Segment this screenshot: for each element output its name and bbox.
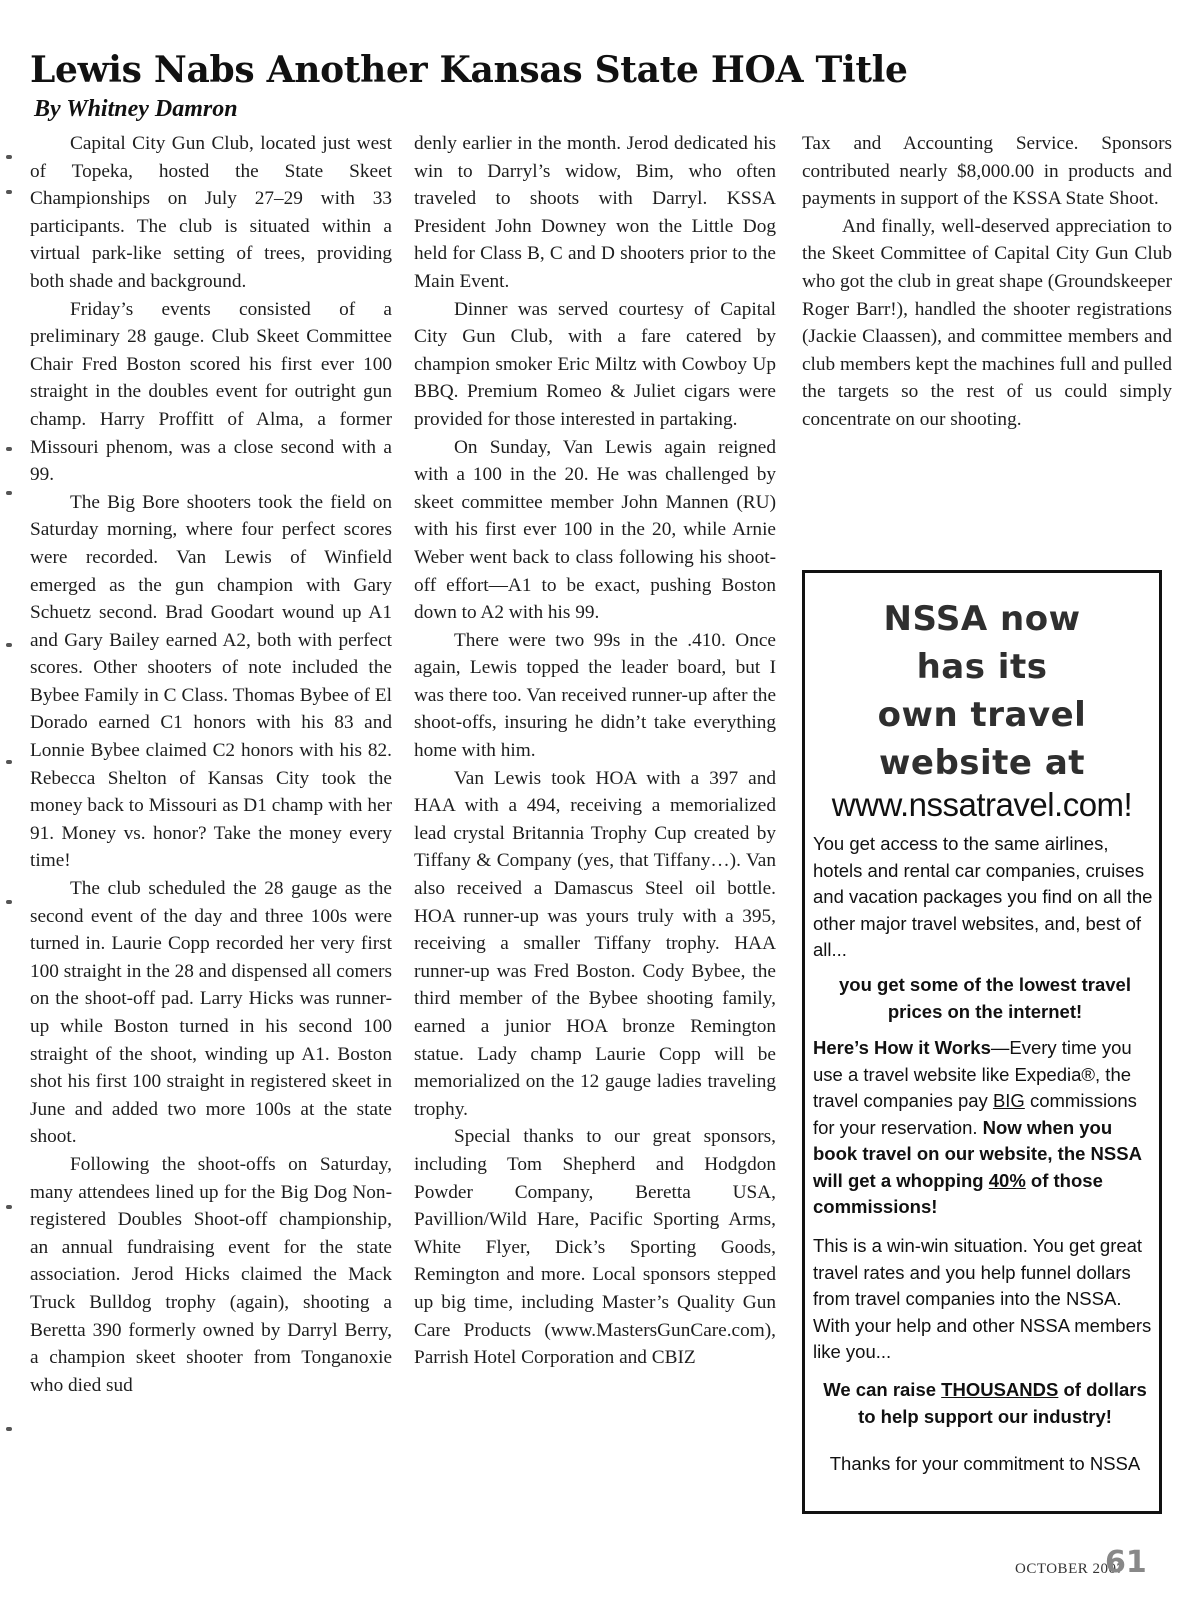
ad-text: We can raise (823, 1379, 942, 1400)
ad-text: BIG (992, 1090, 1025, 1111)
margin-speck (6, 447, 12, 451)
ad-callout (813, 1377, 1157, 1430)
margin-speck (6, 155, 12, 159)
paragraph: The club scheduled the 28 gauge as the second event of the day and three 100s were turned in. Laurie Copp recorded her very first 100 straight in the 28 and dispensed all comers on the shoot-off pad. Larry Hicks was runner-up while Boston turned in his second 100 straight of the shoot, winding up A1. Boston shot his first 100 straight in registered skeet in June and added two more 100s at the state shoot. (30, 878, 392, 1148)
ad-text: of dollars to help support our industry! (858, 1379, 1147, 1427)
paragraph: There were two 99s in the .410. Once again, Lewis topped the leader board, but I was there too. Van received runner-up after the shoot-offs, insuring he didn’t take everything home with him. (414, 629, 776, 762)
paragraph: denly earlier in the month. Jerod dedicated his win to Darryl’s widow, Bim, who often traveled to shoots with Darryl. KSSA President John Downey won the Little Dog held for Class B, C and D shooters prior to the Main Event. (414, 133, 776, 292)
margin-speck (6, 760, 12, 764)
margin-speck (6, 1205, 12, 1209)
ad-text: Now when you book travel on our website, the NSSA will get a whopping (813, 1116, 1142, 1191)
ad-text: commissions for your reservation. (813, 1090, 1137, 1138)
issue-date: OCTOBER 2007 (1015, 1561, 1125, 1577)
paragraph: Friday’s events consisted of a preliminary 28 gauge. Club Skeet Committee Chair Fred Boston scored his first ever 100 straight in the doubles event for outright gun champ. Harry Proffitt of Alma, a former Missouri phenom, was a close second with a 99. (30, 298, 392, 486)
ad-how-it-works (813, 1035, 1157, 1221)
ad-headline-line: NSSA now (883, 599, 1081, 639)
ad-headline-line: website at (878, 743, 1086, 783)
article-byline: By Whitney Damron (34, 96, 238, 122)
article-column-1 (30, 130, 392, 1399)
article-title: Lewis Nabs Another Kansas State HOA Title (30, 49, 908, 91)
ad-highlight: you get some of the lowest travel prices on the internet! (839, 974, 1131, 1022)
ad-url-link[interactable]: www.nssatravel.com! (831, 786, 1133, 823)
ad-lead: Here’s How it Works (813, 1037, 991, 1058)
margin-speck (6, 900, 12, 904)
paragraph: On Sunday, Van Lewis again reigned with a 100 in the 20. He was challenged by skeet committee member John Mannen (RU) with his first ever 100 in the 20, while Arnie Weber went back to class following his shoot-off effort—A1 to be exact, pushing Boston down to A2 with his 99. (414, 436, 776, 624)
paragraph: Tax and Accounting Service. Sponsors contributed nearly $8,000.00 in products and payments in support of the KSSA State Shoot. (802, 133, 1172, 210)
paragraph: The Big Bore shooters took the field on Saturday morning, where four perfect scores were recorded. Van Lewis of Winfield emerged as the gun champion with Gary Schuetz second. Brad Goodart wound up A1 and Gary Bailey earned A2, both with perfect scores. Other shooters of note included the Bybee Family in C Class. Thomas Bybee of El Dorado earned C1 honors with his 83 and Lonnie Bybee claimed C2 honors with his 82. Rebecca Shelton of Kansas City took the money back to Missouri as D1 champ with her 91. Money vs. honor? Take the money every time! (30, 491, 392, 872)
paragraph: Following the shoot-offs on Saturday, many attendees lined up for the Big Dog Non-registered Doubles Shoot-off championship, an annual fundraising event for the state association. Jerod Hicks claimed the Mack Truck Bulldog trophy (again), shooting a Beretta 390 formerly owned by Darryl Berry, a champion skeet shooter from Tonganoxie who died sud (30, 1153, 392, 1396)
ad-headline-line: has its (916, 647, 1048, 687)
margin-speck (6, 643, 12, 647)
ad-headline (805, 595, 1159, 787)
paragraph: Dinner was served courtesy of Capital City Gun Club, with a fare catered by champion smoker Eric Miltz with Cowboy Up BBQ. Premium Romeo & Juliet cigars were provided for those interested in partaking. (414, 298, 776, 430)
ad-text: —Every time you use a travel website like Expedia®, the travel companies pay (813, 1037, 1132, 1111)
paragraph: Special thanks to our great sponsors, including Tom Shepherd and Hodgdon Powder Company, Beretta USA, Pavillion/Wild Hare, Pacific Sporting Arms, White Flyer, Dick’s Sporting Goods, Remington and more. Local sponsors stepped up big time, including Master’s Quality Gun Care Products (www.MastersGunCare.com), Parrish Hotel Corporation and CBIZ (414, 1126, 776, 1369)
ad-text: of those commissions! (813, 1169, 1103, 1217)
paragraph: Van Lewis took HOA with a 397 and HAA with a 494, receiving a memorialized lead crystal Britannia Trophy Cup created by Tiffany & Company (yes, that Tiffany…). Van also received a Damascus Steel oil bottle. HOA runner-up was yours truly with a 395, receiving a smaller Tiffany trophy. HAA runner-up was Fred Boston. Cody Bybee, the third member of the Bybee shooting family, earned a junior HOA bronze Remington statue. Lady champ Laurie Copp will be memorialized on the 12 gauge ladies traveling trophy. (414, 767, 776, 1120)
margin-speck (6, 491, 12, 495)
paragraph: And finally, well-deserved appreciation to the Skeet Committee of Capital City Gun Club who got the club in great shape (Groundskeeper Roger Barr!), handled the shooter registrations (Jackie Claassen), and committee members and club members kept the machines full and pulled the targets so the rest of us could simply concentrate on our shooting. (802, 215, 1172, 430)
ad-paragraph: You get access to the same airlines, hotels and rental car companies, cruises and vacation packages you find on all the other major travel websites, and, best of all... (813, 833, 1153, 960)
margin-speck (6, 190, 12, 194)
ad-text: 40% (988, 1169, 1026, 1191)
paragraph: Capital City Gun Club, located just west of Topeka, hosted the State Skeet Championships on July 27–29 with 33 participants. The club is situated within a virtual park-like setting of trees, providing both shade and background. (30, 133, 392, 292)
ad-headline-line: own travel (877, 695, 1087, 735)
ad-paragraph: This is a win-win situation. You get great travel rates and you help funnel dollars from travel companies into the NSSA. With your help and other NSSA members like you... (813, 1235, 1152, 1362)
page-number: 61 (1105, 1545, 1147, 1580)
margin-speck (6, 1427, 12, 1431)
ad-closing: Thanks for your commitment to NSSA (829, 1453, 1141, 1474)
article-column-2 (414, 130, 776, 1372)
article-column-3 (802, 130, 1172, 434)
nssa-travel-ad (802, 570, 1162, 1514)
ad-text: THOUSANDS (941, 1379, 1059, 1400)
